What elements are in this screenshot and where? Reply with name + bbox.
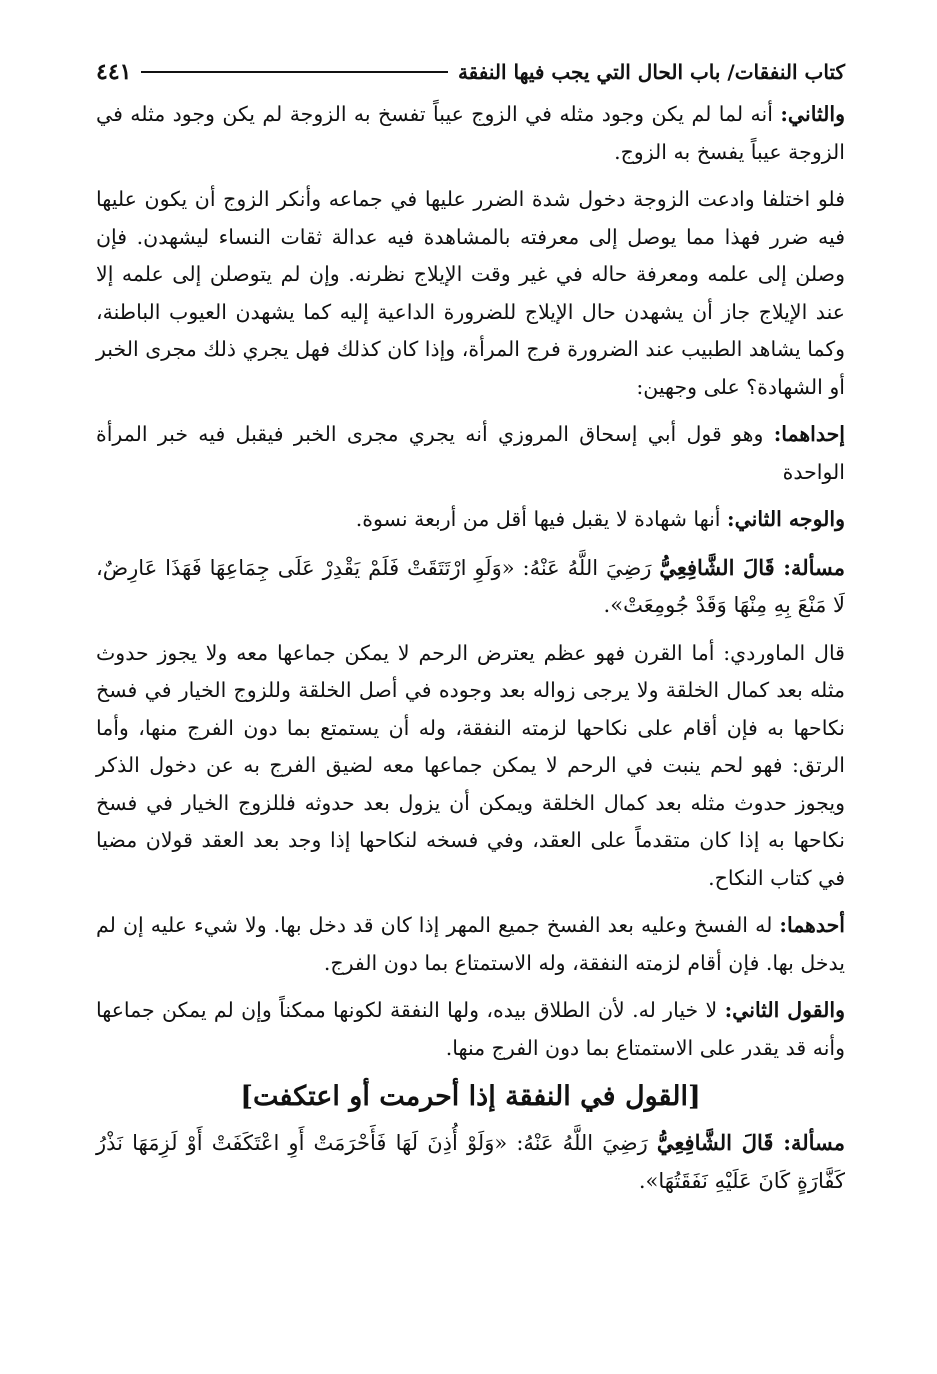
paragraph-lead: والثاني: [780,102,845,126]
paragraph [96,501,845,539]
paragraph-lead: مسألة: قَالَ الشَّافِعِيُّ [656,1130,845,1155]
header-rule [141,71,447,73]
paragraph-lead: مسألة: قَالَ الشَّافِعِيُّ [659,554,845,580]
paragraph-text: أنه لما لم يكن وجود مثله في الزوج عيباً تفسخ به الزوجة لم يكن وجود مثله في الزوجة عيباً يفسخ به الزوج. [96,102,845,164]
paragraph [96,96,845,171]
page-number: ٤٤١ [96,59,132,85]
quotation-text: رَضِيَ اللَّهُ عَنْهُ: «وَلَوِ ارْتَتَقَتْ فَلَمْ يَقْدِرْ عَلَى جِمَاعِهَا فَهَذَا عَارِضٌ، لَا مَنْعَ بِهِ مِنْهَا وَقَدْ جُومِعَتْ». [96,555,845,617]
quotation-text: رَضِيَ اللَّهُ عَنْهُ: «وَلَوْ أُذِنَ لَهَا فَأَحْرَمَتْ أَوِ اعْتَكَفَتْ أَوْ لَزِمَهَا نَذْرُ كَفَّارَةٍ كَانَ عَلَيْهِ نَفَقَتُهَا». [96,1131,845,1193]
paragraph-text: قال الماوردي: أما القرن فهو عظم يعترض الرحم لا يمكن جماعها معه ولا يجوز حدوث مثله بعد كمال الخلقة ولا يرجى زواله بعد وجوده في أصل الخلقة وللزوج الخيار في فسخ نكاحها به فإن أقام على نكاحها لزمته النفقة، وله أن يستمتع بما دون الفرج منها، وأما الرتق: فهو لحم ينبت في الرحم لا يمكن جماعها معه لضيق الفرج به عن دخول الذكر ويجوز حدوث مثله بعد كمال الخلقة ويمكن أن يزول بعد حدوثه فللزوج الخيار في فسخ نكاحها به إذا كان متقدماً على العقد، وفي فسخه لنكاحها إذا وجد بعد العقد قولان مضيا في كتاب النكاح. [96,640,845,890]
paragraph-text: أنها شهادة لا يقبل فيها أقل من أربعة نسوة. [355,507,728,531]
paragraph [96,181,845,406]
paragraph-text: لا خيار له. لأن الطلاق بيده، ولها النفقة لكونها ممكناً وإن لم يمكن جماعها وأنه قد يقدر على الاستمتاع بما دون الفرج منها. [96,998,845,1060]
paragraph [96,992,845,1067]
section-heading: [القول في النفقة إذا أحرمت أو اعتكفت] [240,1081,701,1112]
running-header [96,52,845,92]
paragraph-lead: والقول الثاني: [724,998,845,1022]
paragraph [96,907,845,982]
mas-ala-paragraph [96,549,845,625]
paragraph [96,635,845,898]
paragraph-lead: أحدهما: [779,913,845,937]
header-title: كتاب النفقات/ باب الحال التي يجب فيها النفقة [457,60,845,84]
paragraph-lead: والوجه الثاني: [727,507,845,531]
paragraph [96,416,845,491]
paragraph-lead: إحداهما: [773,422,845,446]
paragraph-text: له الفسخ وعليه بعد الفسخ جميع المهر إذا كان قد دخل بها. ولا شيء عليه إن لم يدخل بها. فإن أقام لزمته النفقة، وله الاستمتاع بما دون الفرج. [96,913,845,975]
mas-ala-paragraph [96,1124,845,1200]
paragraph-text: فلو اختلفا وادعت الزوجة دخول شدة الضرر عليها في جماعه وأنكر الزوج أن يكون عليها فيه ضرر فهذا مما يوصل إلى معرفته بالمشاهدة فيه عدالة ثقات النساء ليشهدن. فإن وصلن إلى علمه ومعرفة حاله في غير وقت الإيلاج نظرنه. وإن لم يتوصلن إلى علمه إلا عند الإيلاج جاز أن يشهدن حال الإيلاج للضرورة الداعية إليه كما يشهدن العيوب الباطنة، وكما يشاهد الطبيب عند الضرورة فرج المرأة، وإذا كان كذلك فهل يجري ذلك مجرى الخبر أو الشهادة؟ على وجهين: [96,187,845,399]
paragraph-text: وهو قول أبي إسحاق المروزي أنه يجري مجرى الخبر فيقبل فيه خبر المرأة الواحدة [96,422,845,484]
